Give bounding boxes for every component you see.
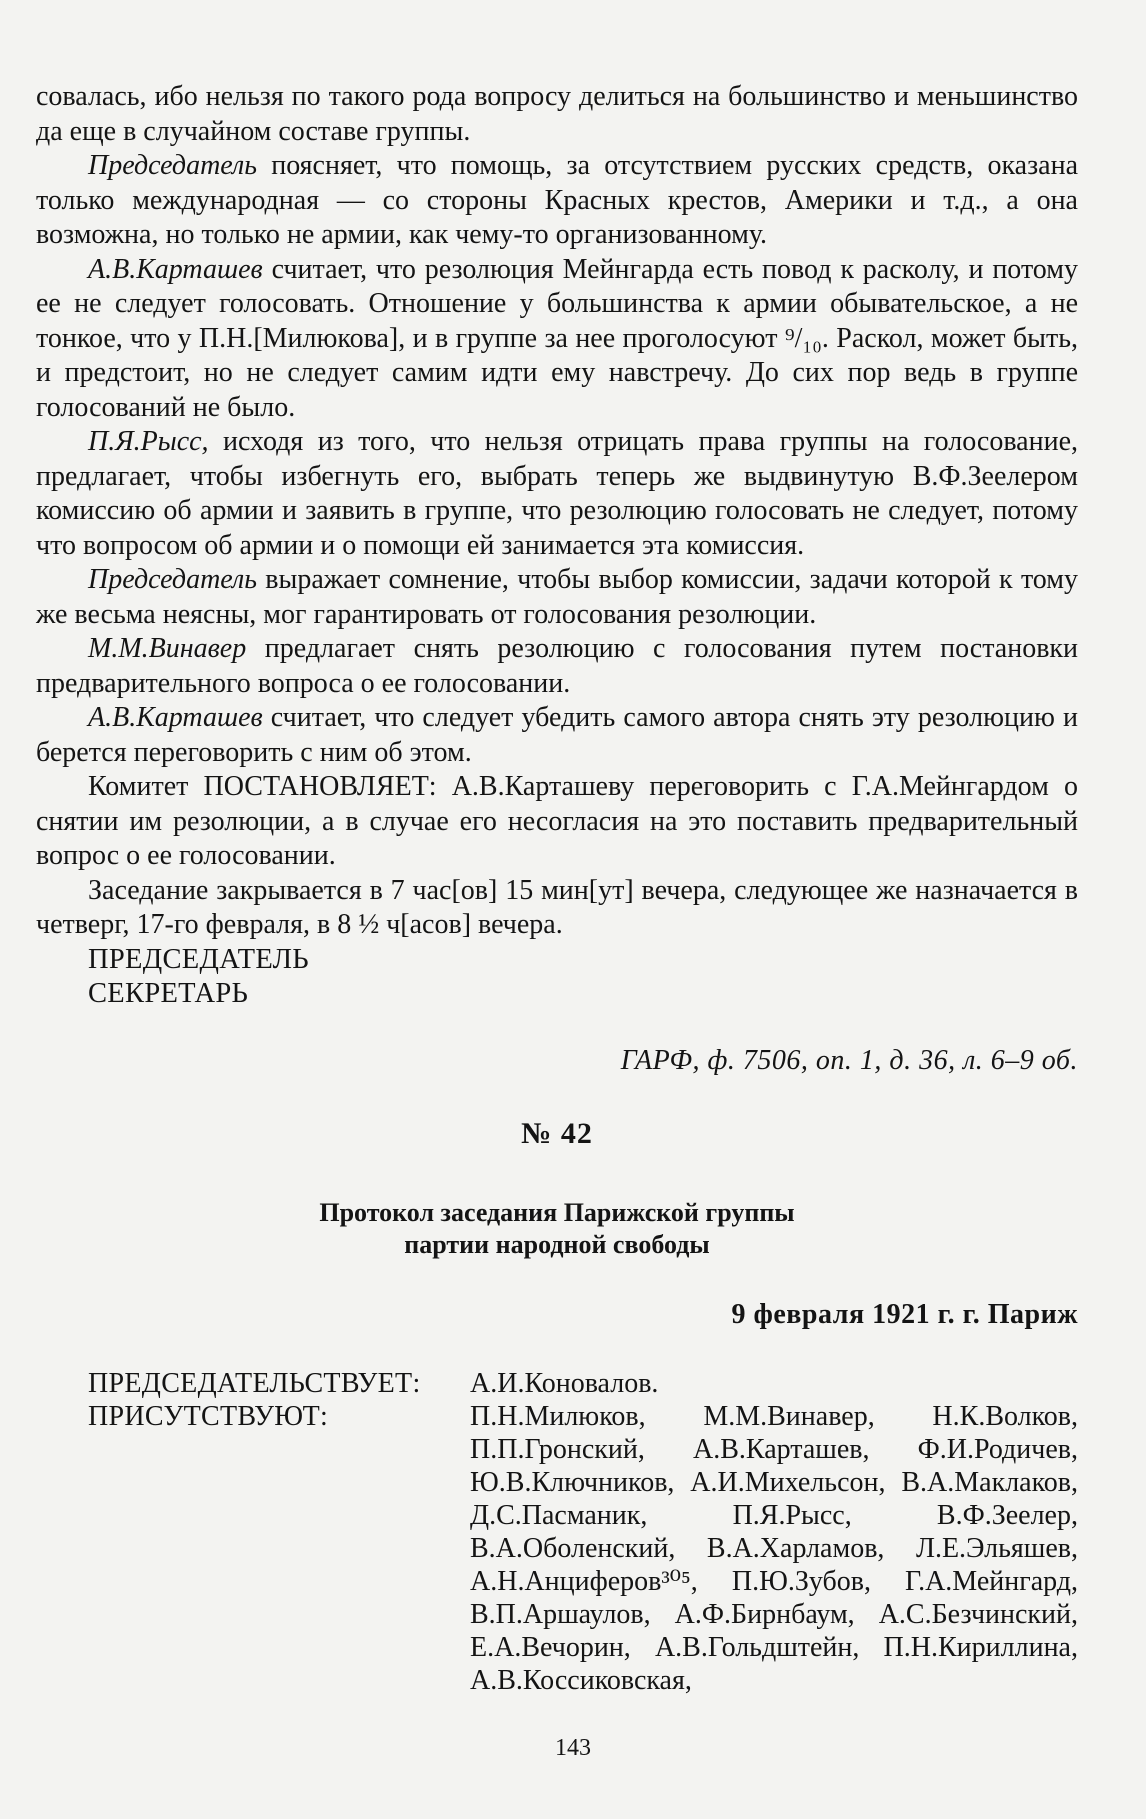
- paragraph: П.Я.Рысс, исходя из того, что нельзя отрицать права группы на голосование, предлагает, чтобы избегнуть его, выбрать теперь же выдвинутую В.Ф.Зеелером комиссию об армии и заявить в группе, что резолюцию голосовать не следует, потому что вопросом об армии и о помощи ей занимается эта комиссия.: [36, 426, 1078, 561]
- speaker-name: А.В.Карташев: [88, 702, 263, 733]
- page-number: 143: [555, 1735, 591, 1761]
- document-title: [36, 1197, 1078, 1261]
- signature-secretary: СЕКРЕТАРЬ: [88, 977, 249, 1009]
- paragraph: Заседание закрывается в 7 час[ов] 15 мин[ут] вечера, следующее же назначается в четверг, 17-го февраля, в 8 ½ ч[асов] вечера.: [36, 874, 1078, 940]
- paragraph: А.В.Карташев считает, что резолюция Мейнгарда есть повод к расколу, и потому ее не следует голосовать. Отношение у большинства к армии обывательское, а не тонкое, что у П.Н.[Милюкова], и в группе за нее проголосуют ⁹/₁₀. Раскол, может быть, и предстоит, но не следует самим идти ему навстречу. До сих пор ведь в группе голосований не было.: [36, 253, 1078, 423]
- paragraph: Председатель поясняет, что помощь, за отсутствием русских средств, оказана только международная — со стороны Красных крестов, Америки и т.д., а она возможна, но только не армии, как чему-то организованному.: [36, 150, 1078, 250]
- paragraph: А.В.Карташев считает, что следует убедить самого автора снять эту резолюцию и берется переговорить с ним об этом.: [36, 702, 1078, 768]
- speaker-name: Председатель: [88, 564, 257, 595]
- speaker-name: А.В.Карташев: [88, 253, 263, 285]
- signature-chair: ПРЕДСЕДАТЕЛЬ: [88, 943, 309, 975]
- present-label: ПРИСУТСТВУЮТ:: [88, 1400, 329, 1432]
- paragraph: Комитет ПОСТАНОВЛЯЕТ: А.В.Карташеву переговорить с Г.А.Мейнгардом о снятии им резолюции, а в случае его несогласия на это поставить предварительный вопрос о ее голосовании.: [36, 771, 1078, 871]
- protocol-body: [36, 80, 1078, 943]
- paragraph: совалась, ибо нельзя по такого рода вопросу делиться на большинство и меньшинство да еще в случайном составе группы.: [36, 81, 1078, 147]
- speaker-name: П.Я.Рысс,: [88, 426, 209, 457]
- paragraph: М.М.Винавер предлагает снять резолюцию с голосования путем постановки предварительного вопроса о ее голосовании.: [36, 633, 1078, 699]
- paragraph: Председатель выражает сомнение, чтобы выбор комиссии, задачи которой к тому же весьма неясны, мог гарантировать от голосования резолюции.: [36, 564, 1078, 630]
- document-title-line: Протокол заседания Парижской группы: [319, 1197, 795, 1227]
- chair-name: А.И.Коновалов.: [470, 1367, 659, 1399]
- speaker-name: М.М.Винавер: [88, 633, 247, 664]
- archive-reference: ГАРФ, ф. 7506, оп. 1, д. 36, л. 6–9 об.: [620, 1044, 1078, 1076]
- document-number: № 42: [521, 1116, 593, 1150]
- chair-label: ПРЕДСЕДАТЕЛЬСТВУЕТ:: [88, 1367, 421, 1399]
- speaker-name: Председатель: [88, 150, 257, 181]
- document-date: 9 февраля 1921 г. г. Париж: [731, 1298, 1078, 1330]
- document-title-line: партии народной свободы: [404, 1229, 710, 1259]
- attendance-roster: [36, 1367, 1078, 1697]
- present-names: П.Н.Милюков, М.М.Винавер, Н.К.Волков, П.П.Гронский, А.В.Карташев, Ф.И.Родичев, Ю.В.Ключников, А.И.Михельсон, В.А.Маклаков, Д.С.Пасманик, П.Я.Рысс, В.Ф.Зеелер, В.А.Оболенский, В.А.Харламов, Л.Е.Эльяшев, А.Н.Анциферов³⁰⁵, П.Ю.Зубов, Г.А.Мейнгард, В.П.Аршаулов, А.Ф.Бирнбаум, А.С.Безчинский, Е.А.Вечорин, А.В.Гольдштейн, П.Н.Кириллина, А.В.Коссиковская,: [470, 1400, 1078, 1696]
